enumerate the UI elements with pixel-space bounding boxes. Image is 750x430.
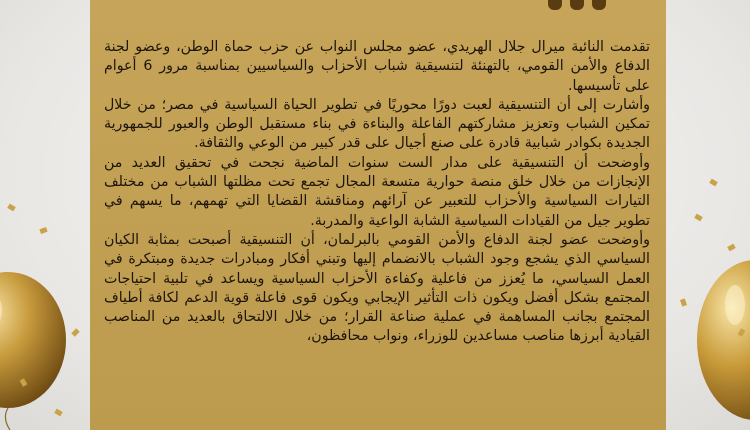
article-paragraph: تقدمت النائبة ميرال جلال الهريدي، عضو مجلس النواب عن حزب حماة الوطن، وعضو لجنة الدفاع والأمن القومي، بالتهنئة لتنسيقية شباب الأحزاب والسياسيين بمناسبة مرور 6 أعوام على تأسيسها. (104, 39, 650, 94)
article-body (104, 38, 650, 347)
article-card (90, 0, 666, 430)
article-paragraph: وأوضحت عضو لجنة الدفاع والأمن القومي بالبرلمان، أن التنسيقية أصبحت بمثابة الكيان السياسي الذي يشجع وجود الشباب بالانضمام إليها وتبني أفكار ومبادرات جديدة ومبتكرة في العمل السياسي، ما يُعزز من فاعلية وكفاءة الأحزاب السياسية ويساعد في تلبية احتياجات المجتمع بشكل أفضل ويكون ذات التأثير الإيجابي ويكون قوى فاعلة قوية الدعم لكافة أطياف المجتمع بجانب المساهمة في عملية صناعة القرار؛ من خلال الالتحاق بالعديد من المناصب القيادية أبرزها مناصب مساعدين للوزراء، ونواب محافظون، (104, 231, 650, 345)
article-paragraph: وأشارت إلى أن التنسيقية لعبت دورًا محوريًا في تطوير الحياة السياسية في مصر؛ من خلال تمكين الشباب وتعزيز مشاركتهم الفاعلة والبناءة في بناء مستقبل الوطن والعبور للجمهورية الجديدة بكوادر شبابية قادرة على صنع أجيال على قدر كبير من الوعي والثقافة. (104, 96, 650, 152)
header-mark (548, 0, 606, 16)
article-paragraph: وأوضحت أن التنسيقية على مدار الست سنوات الماضية نجحت في تحقيق العديد من الإنجازات من خلال خلق منصة حوارية متسعة المجال تجمع تحت مظلتها الشباب من مختلف التيارات السياسية والأحزاب للتعبير عن آرائهم ومناقشة القضايا التي تهمهم، ما يسهم في تطوير جيل من القيادات السياسية الشابة الواعية والمدربة. (104, 154, 650, 229)
gold-balloon-left-icon (0, 270, 70, 430)
gold-balloon-right-icon (695, 255, 750, 425)
